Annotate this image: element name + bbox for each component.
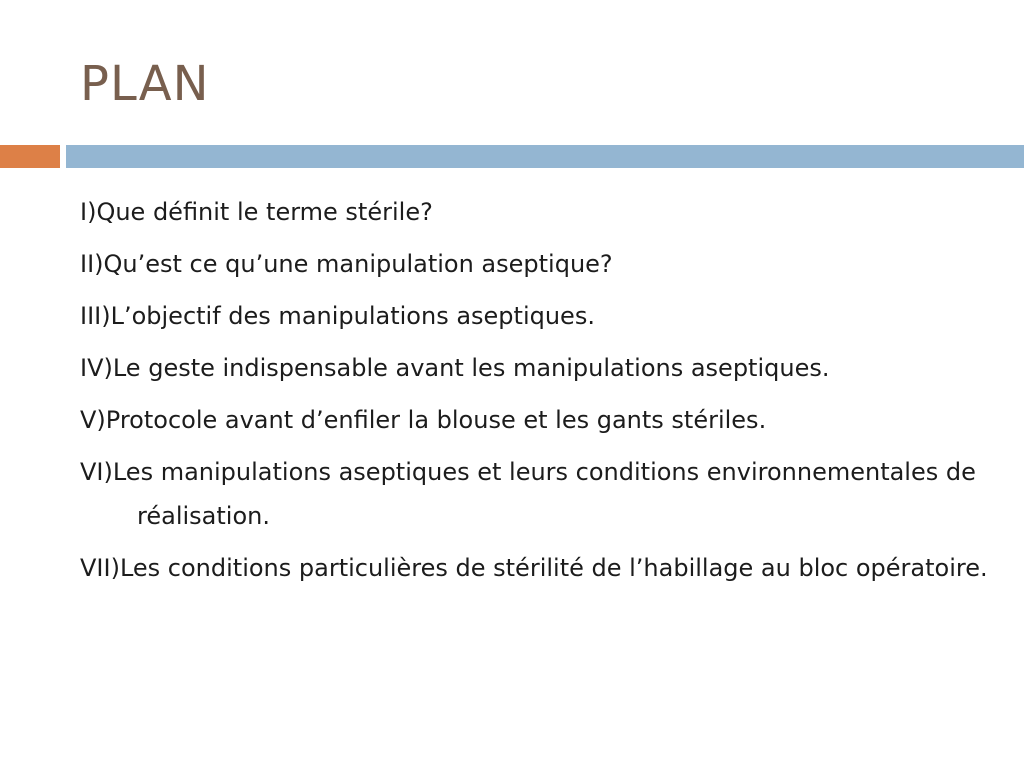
slide-title: PLAN bbox=[80, 56, 210, 112]
outline-item-5: V)Protocole avant d’enfiler la blouse et les gants stériles. bbox=[80, 406, 767, 434]
outline-item-1: I)Que définit le terme stérile? bbox=[80, 198, 433, 226]
outline-item-3: III)L’objectif des manipulations aseptiques. bbox=[80, 302, 595, 330]
accent-bar-left bbox=[0, 145, 60, 168]
outline-item-6: VI)Les manipulations aseptiques et leurs conditions environnementales de réalisation. bbox=[80, 458, 976, 530]
accent-bar-right bbox=[66, 145, 1024, 168]
outline-item-2: II)Qu’est ce qu’une manipulation aseptique? bbox=[80, 250, 613, 278]
outline-item-4: IV)Le geste indispensable avant les manipulations aseptiques. bbox=[80, 354, 830, 382]
outline-list bbox=[80, 190, 1000, 598]
outline-item-7: VII)Les conditions particulières de stérilité de l’habillage au bloc opératoire. bbox=[80, 554, 988, 582]
